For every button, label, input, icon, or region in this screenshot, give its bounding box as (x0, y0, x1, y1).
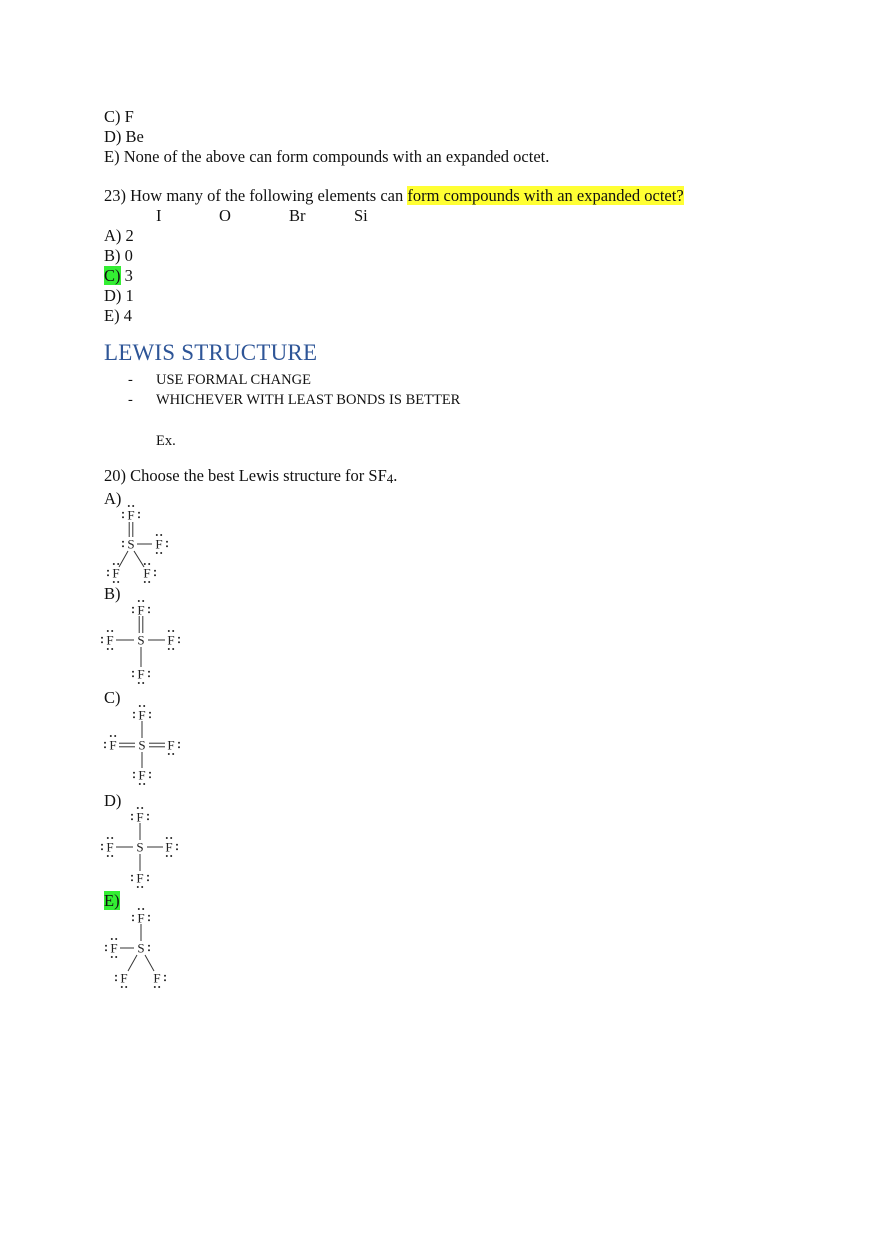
section-heading: LEWIS STRUCTURE (104, 340, 318, 365)
lewis-structure-d (100, 805, 190, 893)
lone-pair-dot (113, 563, 115, 565)
lone-pair-dot (147, 879, 149, 881)
lone-pair-dot (115, 979, 117, 981)
lone-pair-dot (149, 716, 151, 718)
lone-pair-dot (107, 570, 109, 572)
lone-pair-dot (107, 574, 109, 576)
lone-pair-dot (131, 879, 133, 881)
element-item: Br (289, 206, 306, 225)
ligand-atom-label: F (137, 910, 145, 926)
lone-pair-dot (104, 742, 106, 744)
lewis-structure-c (100, 703, 190, 791)
lone-pair-dot (147, 875, 149, 877)
q20-stem (104, 466, 397, 489)
q23-stem-highlight: form compounds with an expanded octet? (407, 186, 684, 205)
lone-pair-dot (132, 505, 134, 507)
q20-stem-suffix: . (393, 466, 398, 485)
element-item: O (219, 206, 231, 225)
lone-pair-dot (138, 516, 140, 518)
lone-pair-dot (168, 753, 170, 755)
lone-pair-dot (148, 563, 150, 565)
lone-pair-dot (132, 607, 134, 609)
lone-pair-dot (110, 735, 112, 737)
lone-pair-dot (141, 807, 143, 809)
lone-pair-dot (141, 886, 143, 888)
lone-pair-dot (137, 886, 139, 888)
lone-pair-dot (148, 915, 150, 917)
single-bond (128, 955, 137, 971)
lone-pair-dot (148, 949, 150, 951)
ligand-atom-label: F (137, 602, 145, 618)
lewis-structure-e (100, 906, 190, 994)
option-value: 0 (120, 246, 133, 265)
lone-pair-dot (105, 949, 107, 951)
lone-pair-dot (166, 855, 168, 857)
lone-pair-dot (154, 570, 156, 572)
ligand-atom-label: F (167, 737, 175, 753)
lone-pair-dot (107, 855, 109, 857)
lone-pair-dot (115, 938, 117, 940)
lone-pair-dot (144, 563, 146, 565)
ligand-atom-label: F (136, 870, 144, 886)
lone-pair-dot (131, 818, 133, 820)
lone-pair-dot (149, 772, 151, 774)
lone-pair-dot (160, 552, 162, 554)
lone-pair-dot (133, 716, 135, 718)
lone-pair-dot (122, 541, 124, 543)
lone-pair-dot (111, 956, 113, 958)
ligand-atom-label: F (112, 565, 120, 581)
ligand-atom-label: F (120, 970, 128, 986)
bullet-dash: - (128, 372, 133, 388)
lone-pair-dot (115, 956, 117, 958)
lone-pair-dot (142, 682, 144, 684)
lone-pair-dot (176, 848, 178, 850)
bullet-text: USE FORMAL CHANGE (156, 372, 311, 388)
q23-option-d (104, 286, 134, 306)
lone-pair-dot (168, 630, 170, 632)
q20-option-b-label: B) (104, 584, 121, 603)
lone-pair-dot (148, 607, 150, 609)
lone-pair-dot (148, 945, 150, 947)
ligand-atom-label: F (136, 809, 144, 825)
lone-pair-dot (114, 735, 116, 737)
lone-pair-dot (172, 753, 174, 755)
option-letter-correct: C) (104, 266, 121, 285)
lone-pair-dot (168, 648, 170, 650)
single-bond (119, 551, 128, 567)
lone-pair-dot (133, 776, 135, 778)
lone-pair-dot (143, 705, 145, 707)
q23-element-list (0, 206, 880, 226)
lone-pair-dot (178, 637, 180, 639)
lone-pair-dot (138, 682, 140, 684)
lone-pair-dot (160, 534, 162, 536)
central-atom-label: S (137, 632, 145, 648)
prev-option-d: D) Be (104, 127, 144, 146)
bullet-text: WHICHEVER WITH LEAST BONDS IS BETTER (156, 392, 461, 408)
lone-pair-dot (154, 574, 156, 576)
lone-pair-dot (166, 837, 168, 839)
lone-pair-dot (149, 712, 151, 714)
lone-pair-dot (122, 545, 124, 547)
ligand-atom-label: F (138, 707, 146, 723)
lone-pair-dot (132, 675, 134, 677)
ligand-atom-label: F (153, 970, 161, 986)
ligand-atom-label: F (106, 632, 114, 648)
option-letter-correct: E) (104, 891, 120, 910)
q23-stem-text: 23) How many of the following elements can (104, 186, 408, 205)
lone-pair-dot (128, 505, 130, 507)
lone-pair-dot (148, 919, 150, 921)
lone-pair-dot (101, 637, 103, 639)
central-atom-label: S (136, 839, 144, 855)
lewis-structure-a (100, 503, 180, 583)
lone-pair-dot (154, 986, 156, 988)
example-label: Ex. (156, 433, 176, 449)
lone-pair-dot (104, 746, 106, 748)
lone-pair-dot (178, 641, 180, 643)
lone-pair-dot (137, 807, 139, 809)
central-atom-label: S (127, 536, 135, 552)
ligand-atom-label: F (110, 940, 118, 956)
lone-pair-dot (148, 671, 150, 673)
q23-option-a (104, 226, 134, 246)
lone-pair-dot (170, 855, 172, 857)
lone-pair-dot (143, 783, 145, 785)
ligand-atom-label: F (137, 666, 145, 682)
lone-pair-dot (115, 975, 117, 977)
lone-pair-dot (149, 776, 151, 778)
option-letter: D) (104, 286, 122, 305)
lone-pair-dot (166, 541, 168, 543)
central-atom-label: S (138, 737, 146, 753)
lone-pair-dot (138, 600, 140, 602)
q20-stem-text: 20) Choose the best Lewis structure for SF (104, 466, 387, 485)
ligand-atom-label: F (167, 632, 175, 648)
lone-pair-dot (139, 783, 141, 785)
lone-pair-dot (117, 563, 119, 565)
lone-pair-dot (122, 516, 124, 518)
lone-pair-dot (172, 648, 174, 650)
q20-stem-subscript: 4 (386, 471, 394, 486)
lone-pair-dot (172, 630, 174, 632)
option-letter: E) (104, 306, 120, 325)
lone-pair-dot (107, 648, 109, 650)
lone-pair-dot (148, 611, 150, 613)
q23-stem (104, 186, 684, 206)
option-letter: A) (104, 226, 122, 245)
lone-pair-dot (156, 534, 158, 536)
lone-pair-dot (164, 979, 166, 981)
q20-option-a-label: A) (104, 489, 122, 508)
lone-pair-dot (142, 600, 144, 602)
lone-pair-dot (125, 986, 127, 988)
ligand-atom-label: F (109, 737, 117, 753)
lone-pair-dot (111, 855, 113, 857)
lone-pair-dot (107, 630, 109, 632)
lone-pair-dot (121, 986, 123, 988)
ligand-atom-label: F (165, 839, 173, 855)
lone-pair-dot (147, 814, 149, 816)
lone-pair-dot (101, 848, 103, 850)
lone-pair-dot (170, 837, 172, 839)
lone-pair-dot (138, 908, 140, 910)
lewis-structure-b (100, 598, 190, 688)
lone-pair-dot (101, 844, 103, 846)
element-item: I (156, 206, 162, 225)
lone-pair-dot (139, 705, 141, 707)
lone-pair-dot (133, 712, 135, 714)
lone-pair-dot (147, 818, 149, 820)
option-value: 4 (119, 306, 132, 325)
ligand-atom-label: F (127, 507, 135, 523)
lone-pair-dot (133, 772, 135, 774)
q20-option-c-label: C) (104, 688, 121, 707)
lone-pair-dot (131, 814, 133, 816)
lone-pair-dot (132, 671, 134, 673)
option-value: 3 (120, 266, 133, 285)
lone-pair-dot (132, 919, 134, 921)
bullet-dash: - (128, 392, 133, 408)
lone-pair-dot (132, 611, 134, 613)
lone-pair-dot (156, 552, 158, 554)
lone-pair-dot (148, 675, 150, 677)
q23-option-c (104, 266, 133, 286)
lone-pair-dot (131, 875, 133, 877)
lone-pair-dot (158, 986, 160, 988)
option-value: 2 (121, 226, 134, 245)
lone-pair-dot (111, 837, 113, 839)
lone-pair-dot (178, 746, 180, 748)
lone-pair-dot (148, 581, 150, 583)
ligand-atom-label: F (143, 565, 151, 581)
prev-option-c: C) F (104, 107, 134, 126)
lone-pair-dot (101, 641, 103, 643)
q23-option-e (104, 306, 132, 326)
lone-pair-dot (178, 742, 180, 744)
lone-pair-dot (164, 975, 166, 977)
element-item: Si (354, 206, 368, 225)
prev-option-e: E) None of the above can form compounds with an expanded octet. (104, 147, 550, 166)
ligand-atom-label: F (155, 536, 163, 552)
lone-pair-dot (107, 837, 109, 839)
lone-pair-dot (111, 648, 113, 650)
q23-option-b (104, 246, 133, 266)
lone-pair-dot (117, 581, 119, 583)
lone-pair-dot (142, 908, 144, 910)
lone-pair-dot (144, 581, 146, 583)
central-atom-label: S (137, 940, 145, 956)
lone-pair-dot (111, 938, 113, 940)
lone-pair-dot (176, 844, 178, 846)
ligand-atom-label: F (138, 767, 146, 783)
lone-pair-dot (113, 581, 115, 583)
lone-pair-dot (111, 630, 113, 632)
lone-pair-dot (105, 945, 107, 947)
lone-pair-dot (122, 512, 124, 514)
ligand-atom-label: F (106, 839, 114, 855)
single-bond (145, 955, 154, 971)
lone-pair-dot (132, 915, 134, 917)
option-value: 1 (121, 286, 134, 305)
q20-option-d-label: D) (104, 791, 122, 810)
lone-pair-dot (166, 545, 168, 547)
option-letter: B) (104, 246, 121, 265)
lone-pair-dot (138, 512, 140, 514)
